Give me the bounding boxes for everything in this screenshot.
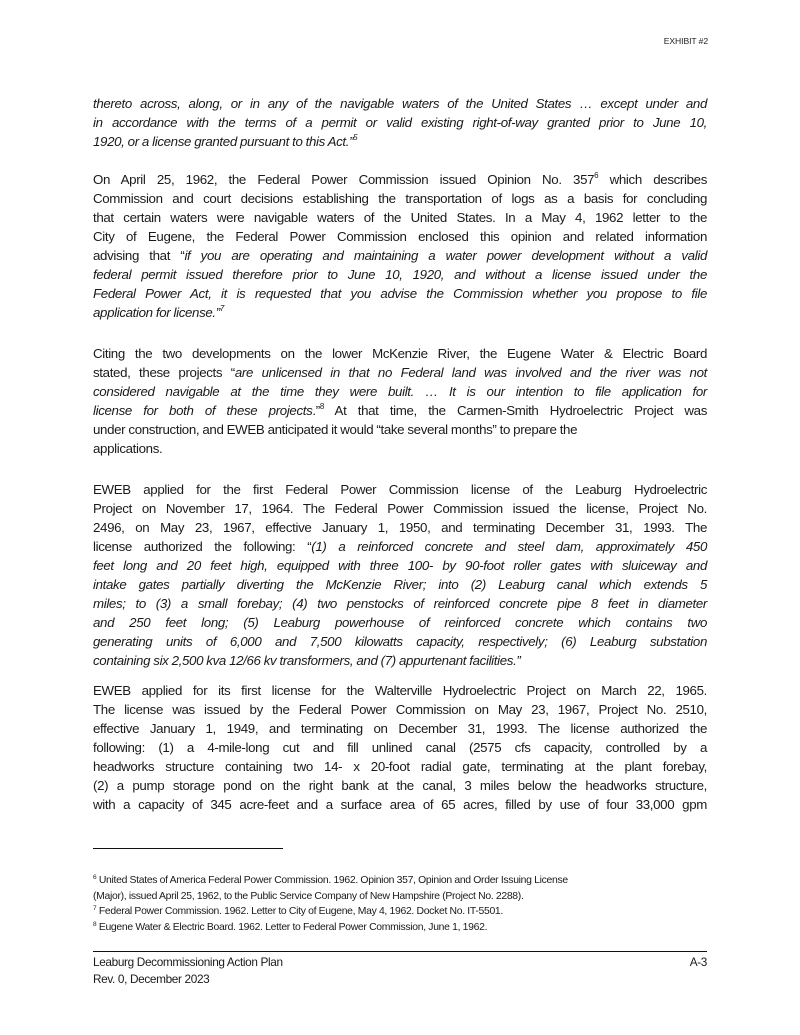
exhibit-label: EXHIBIT #2 bbox=[663, 36, 708, 46]
text-line: generating units of 6,000 and 7,500 kilowatts capacity, respectively; (6) Leaburg substation bbox=[93, 634, 707, 649]
text-line: license authorized the following: “(1) a reinforced concrete and steel dam, approximately 450 bbox=[93, 539, 707, 554]
footnote-6: $^6$ United States of America Federal Power Commission. 1962. Opinion 357, Opinion and Order Issuing License bbox=[93, 874, 568, 886]
footnote-separator bbox=[93, 848, 283, 849]
text-line: EWEB applied for the first Federal Power Commission license of the Leaburg Hydroelectric bbox=[93, 482, 707, 497]
text-line: The license was issued by the Federal Power Commission on May 23, 1967, Project No. 2510, bbox=[93, 702, 707, 717]
text-line: intake gates partially diverting the McKenzie River; into (2) Leaburg canal which extends 5 bbox=[93, 577, 707, 592]
footer-separator bbox=[93, 951, 707, 952]
text-line: advising that “if you are operating and maintaining a water power development without a valid bbox=[93, 248, 707, 263]
paragraph-opinion-357 bbox=[93, 170, 707, 322]
text-line: Federal Power Act, it is requested that you advise the Commission whether you propose to file bbox=[93, 286, 707, 301]
footnotes bbox=[93, 873, 707, 935]
text-line: (2) a pump storage pond on the right bank at the canal, 3 miles below the headworks structure, bbox=[93, 778, 707, 793]
document-title: Leaburg Decommissioning Action Plan bbox=[93, 955, 283, 969]
text-line: EWEB applied for its first license for the Walterville Hydroelectric Project on March 22, 1965. bbox=[93, 683, 707, 698]
footnote-ref-5[interactable]: 5 bbox=[353, 133, 358, 142]
text-line: 2496, on May 23, 1967, effective January 1, 1950, and terminating December 31, 1993. The bbox=[93, 520, 707, 535]
text-line: and 250 feet long; (5) Leaburg powerhouse of reinforced concrete which contains two bbox=[93, 615, 707, 630]
text-line: with a capacity of 345 acre-feet and a surface area of 65 acres, filled by use of four 33,000 gpm bbox=[93, 797, 707, 812]
footnote-ref-8[interactable]: 8 bbox=[319, 402, 324, 411]
text-line: thereto across, along, or in any of the navigable waters of the United States … except under and bbox=[93, 96, 707, 111]
text-line: effective January 1, 1949, and terminating on December 31, 1993. The license authorized the bbox=[93, 721, 707, 736]
footnote-8: $^8$ Eugene Water & Electric Board. 1962. Letter to Federal Power Commission, June 1, 1962. bbox=[93, 920, 488, 933]
page-number: A-3 bbox=[689, 955, 707, 969]
text-line: headworks structure containing two 14- x 20-foot radial gate, terminating at the plant forebay, bbox=[93, 759, 707, 774]
text-line: that certain waters were navigable waters of the United States. In a May 4, 1962 letter to the bbox=[93, 210, 707, 225]
page-footer bbox=[93, 954, 707, 988]
revision-date: Rev. 0, December 2023 bbox=[93, 972, 210, 986]
text-line: applications. bbox=[93, 441, 163, 456]
text-line: Project on November 17, 1964. The Federal Power Commission issued the license, Project No. bbox=[93, 501, 707, 516]
text-line: under construction, and EWEB anticipated it would “take several months” to prepare the bbox=[93, 422, 578, 437]
text-line: Commission and court decisions establishing the transportation of logs as a basis for concluding bbox=[93, 191, 707, 206]
paragraph-quote-continuation bbox=[93, 94, 707, 151]
text-line: stated, these projects “are unlicensed in that no Federal land was involved and the river was not bbox=[93, 365, 707, 380]
footnote-ref-7[interactable]: 7 bbox=[219, 304, 224, 313]
text-line: following: (1) a 4-mile-long cut and fill unlined canal (2575 cfs capacity, controlled by a bbox=[93, 740, 707, 755]
text-line: Citing the two developments on the lower McKenzie River, the Eugene Water & Electric Board bbox=[93, 346, 707, 361]
text-line: On April 25, 1962, the Federal Power Commission issued Opinion No. $357^6$ which describes bbox=[93, 171, 707, 187]
text-line: considered navigable at the time they were built. … It is our intention to file application for bbox=[93, 384, 707, 399]
paragraph-eweb-statement bbox=[93, 344, 707, 458]
text-line: miles; to (3) a small forebay; (4) two penstocks of reinforced concrete pipe 8 feet in diameter bbox=[93, 596, 707, 611]
text-line: in accordance with the terms of a permit or valid existing right-of-way granted prior to June 10, bbox=[93, 115, 707, 130]
footnote-6-continued: (Major), issued April 25, 1962, to the Public Service Company of New Hampshire (Project No. 2288). bbox=[93, 890, 524, 902]
text-line: containing six 2,500 kva 12/66 kv transformers, and (7) appurtenant facilities.” bbox=[93, 653, 521, 668]
text-line: federal permit issued therefore prior to June 10, 1920, and without a license issued under the bbox=[93, 267, 707, 282]
footnote-7: $^7$ Federal Power Commission. 1962. Letter to City of Eugene, May 4, 1962. Docket No. IT-5501. bbox=[93, 905, 503, 918]
text-line: feet long and 20 feet high, equipped with three 100- by 90-foot roller gates with sluiceway and bbox=[93, 558, 707, 573]
text-line: application for license.”$^7$ bbox=[93, 304, 224, 320]
text-line: 1920, or a license granted pursuant to this Act.”$^5$ bbox=[93, 133, 358, 149]
paragraph-walterville-license bbox=[93, 681, 707, 814]
text-line: license for both of these projects.”$^8$ At that time, the Carmen-Smith Hydroelectric Project was bbox=[93, 402, 708, 418]
paragraph-leaburg-license bbox=[93, 480, 707, 670]
text-line: City of Eugene, the Federal Power Commission enclosed this opinion and related information bbox=[93, 229, 707, 244]
footnote-ref-6[interactable]: 6 bbox=[594, 171, 599, 180]
